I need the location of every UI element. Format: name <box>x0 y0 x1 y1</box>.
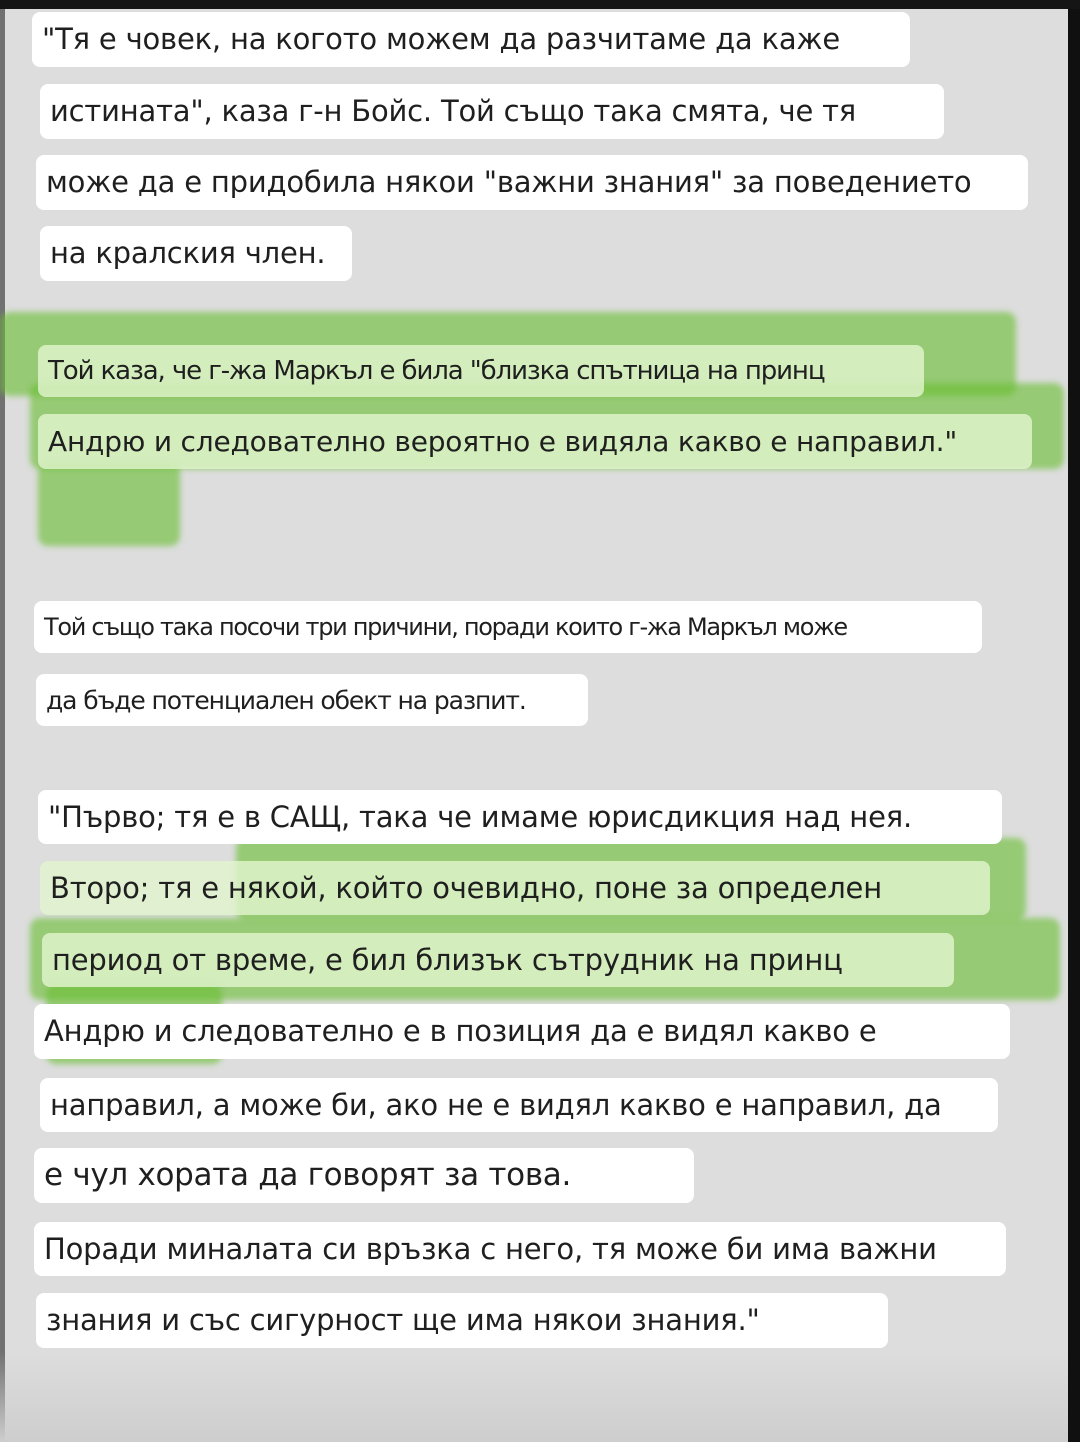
text-line: направил, а може би, ако не е видял какво е направил, да <box>40 1078 998 1132</box>
text-line: да бъде потенциален обект на разпит. <box>36 674 588 726</box>
highlight-stroke <box>38 462 180 546</box>
text-line: е чул хората да говорят за това. <box>34 1148 694 1203</box>
text-line: истината", каза г-н Бойс. Той също така смята, че тя <box>40 84 944 139</box>
text-line: "Първо; тя е в САЩ, така че имаме юрисдикция над нея. <box>38 790 1002 844</box>
bottom-shade <box>0 1352 1068 1442</box>
text-line: знания и със сигурност ще има някои знания." <box>36 1293 888 1348</box>
text-line-highlighted: Той каза, че г-жа Маркъл е била "близка спътница на принц <box>38 345 924 397</box>
text-line-highlighted: период от време, е бил близък сътрудник на принц <box>42 933 954 987</box>
text-line-highlighted: Андрю и следователно вероятно е видяла какво е направил." <box>38 414 1032 469</box>
right-edge <box>1068 9 1080 1442</box>
top-status-bar <box>0 0 1080 9</box>
text-line-highlighted: Второ; тя е някой, който очевидно, поне за определен <box>40 861 990 915</box>
text-line: "Тя е човек, на когото можем да разчитаме да каже <box>32 12 910 67</box>
text-line: Андрю и следователно е в позиция да е видял какво е <box>34 1004 1010 1059</box>
text-line: Поради миналата си връзка с него, тя може би има важни <box>34 1222 1006 1276</box>
text-line: може да е придобила някои "важни знания" за поведението <box>36 155 1028 210</box>
text-line: Той също така посочи три причини, поради които г-жа Маркъл може <box>34 601 982 653</box>
text-line: на кралския член. <box>40 226 352 281</box>
left-edge <box>0 9 5 1442</box>
